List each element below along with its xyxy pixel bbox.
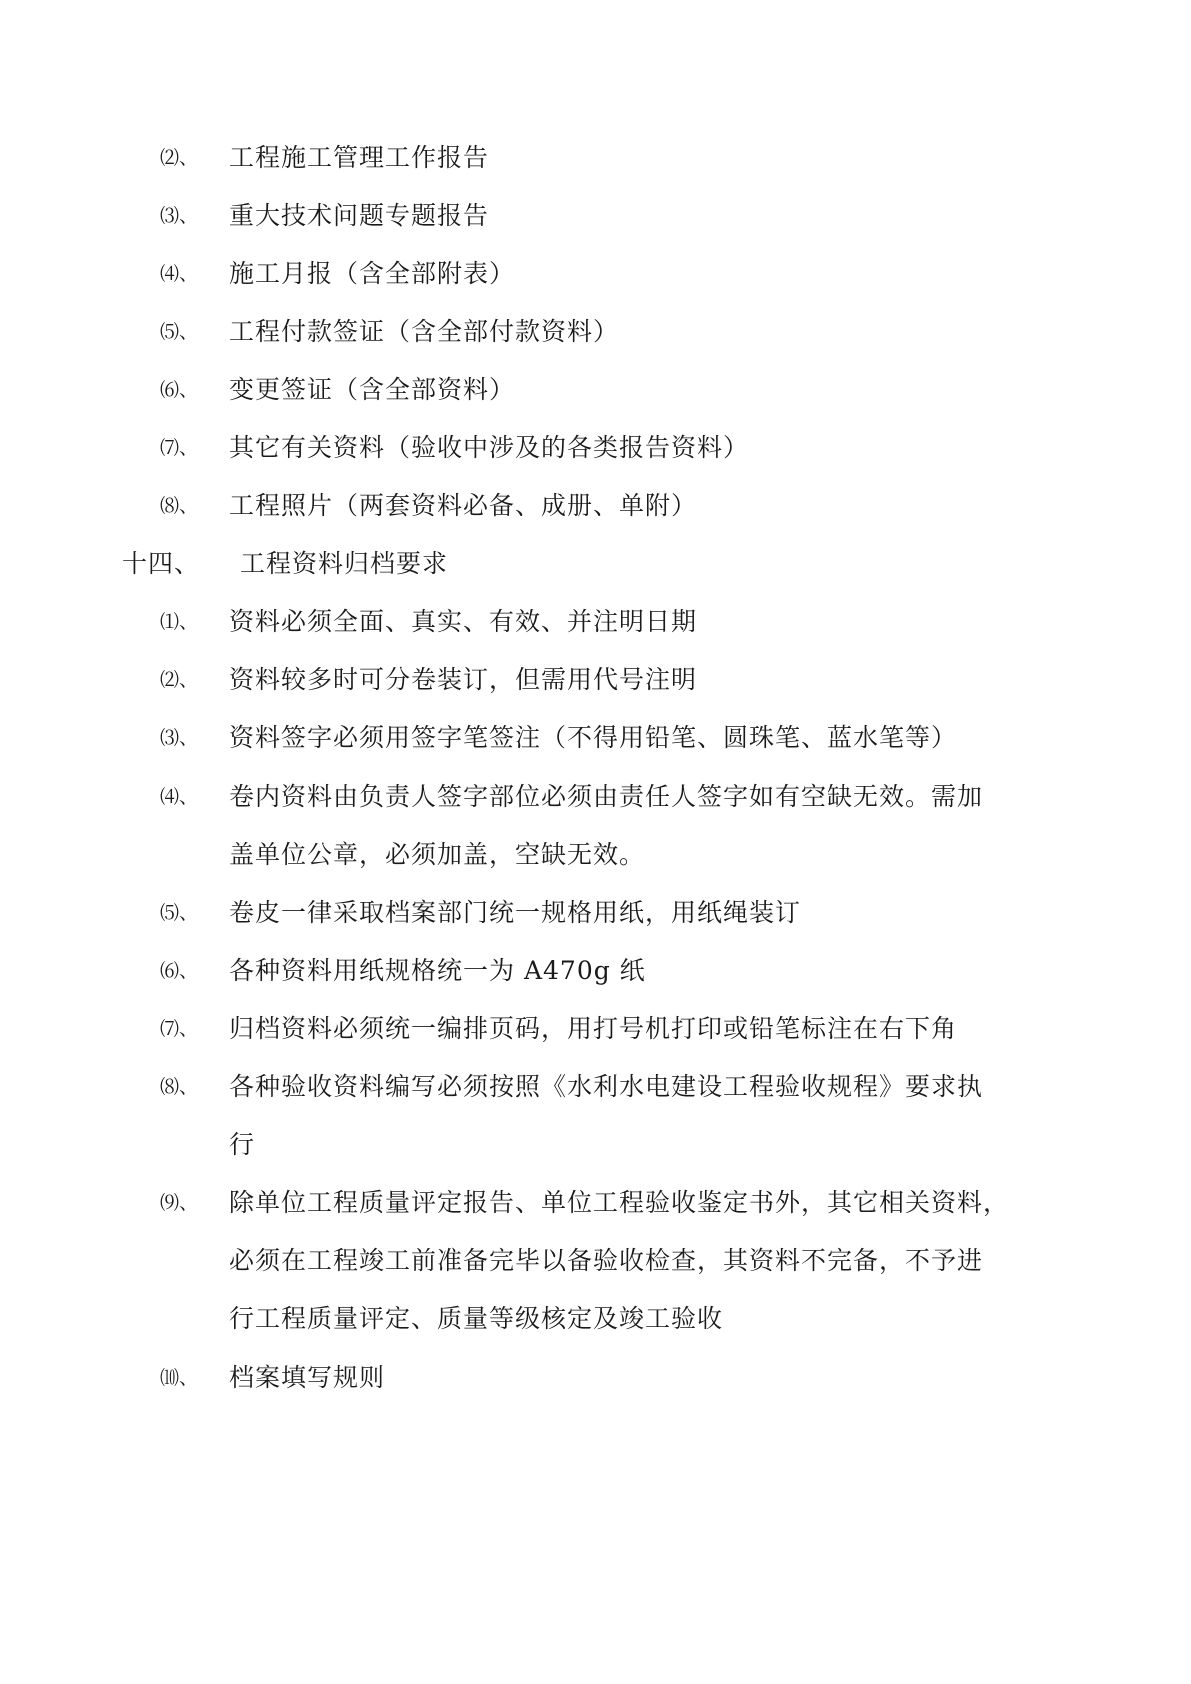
list-item-text: 各种资料用纸规格统一为 A470g 纸 [229,956,646,985]
list-item-text: 各种验收资料编写必须按照《水利水电建设工程验收规程》要求执 [229,1072,984,1101]
list-item-text-continued: 行 [229,1130,256,1159]
list-item-text: 工程施工管理工作报告 [229,143,490,172]
list-item-text: 重大技术问题专题报告 [229,201,490,230]
item-number: ⑻、 [160,1076,199,1098]
item-number: ⑴、 [160,611,199,633]
item-number: ⑼、 [160,1192,199,1214]
item-number: ⑺、 [160,1018,199,1040]
section-number: 十四、 [122,549,201,578]
list-item-text: 工程付款签证（含全部付款资料） [229,317,620,346]
item-number: ⑸、 [160,902,199,924]
item-number: ⑸、 [160,321,199,343]
list-item-text: 其它有关资料（验收中涉及的各类报告资料） [229,433,750,462]
item-number: ⑷、 [160,786,199,808]
item-number: ⑺、 [160,437,199,459]
list-item-text-continued: 行工程质量评定、质量等级核定及竣工验收 [229,1304,724,1333]
list-item-text: 除单位工程质量评定报告、单位工程验收鉴定书外，其它相关资料， [229,1188,1010,1217]
item-number: ⑹、 [160,960,199,982]
list-item-text: 档案填写规则 [229,1363,386,1392]
list-item-text: 资料较多时可分卷装订，但需用代号注明 [229,665,698,694]
list-item-text: 卷皮一律采取档案部门统一规格用纸，用纸绳装订 [229,898,802,927]
item-number: ⑷、 [160,263,199,285]
list-item-text: 施工月报（含全部附表） [229,259,516,288]
list-item-text-continued: 盖单位公章，必须加盖，空缺无效。 [229,840,646,869]
item-number: ⑵、 [160,669,199,691]
item-number: ⑶、 [160,727,199,749]
item-number: ⑶、 [160,205,199,227]
item-number: ⑽、 [160,1367,199,1389]
item-number: ⑻、 [160,495,199,517]
list-item-text: 归档资料必须统一编排页码，用打号机打印或铅笔标注在右下角 [229,1014,958,1043]
section-title: 工程资料归档要求 [240,549,449,578]
list-item-text: 资料必须全面、真实、有效、并注明日期 [229,607,698,636]
list-item-text: 变更签证（含全部资料） [229,375,516,404]
item-number: ⑵、 [160,147,199,169]
item-number: ⑹、 [160,379,199,401]
list-item-text: 卷内资料由负责人签字部位必须由责任人签字如有空缺无效。需加 [229,782,984,811]
list-item-text: 工程照片（两套资料必备、成册、单附） [229,491,698,520]
list-item-text-continued: 必须在工程竣工前准备完毕以备验收检查，其资料不完备，不予进 [229,1246,984,1275]
list-item-text: 资料签字必须用签字笔签注（不得用铅笔、圆珠笔、蓝水笔等） [229,723,958,752]
